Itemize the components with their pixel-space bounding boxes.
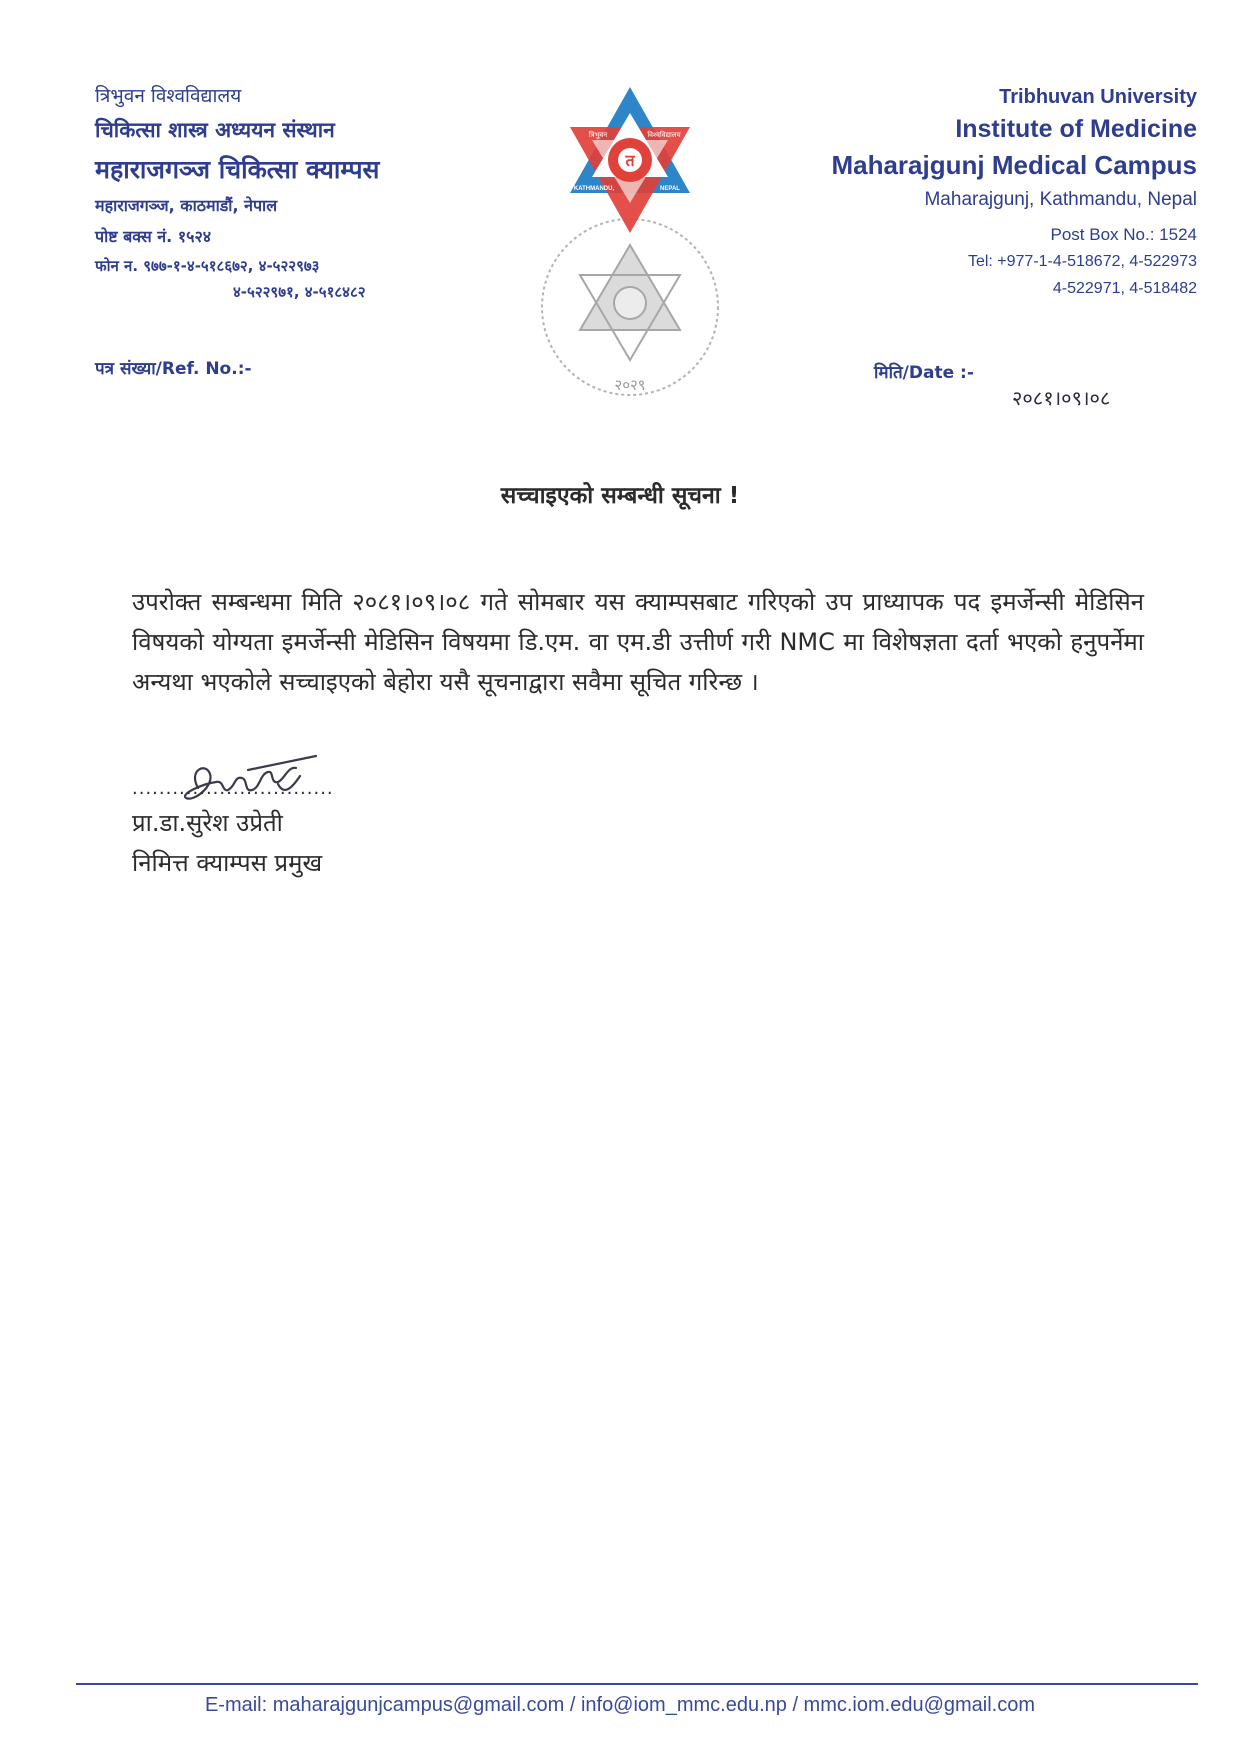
emblem-bottom-left: KATHMANDU, (573, 186, 615, 192)
phone-nepali-line1: फोन न. ९७७-१-४-५१८६७२, ४-५२२९७३ (95, 257, 320, 275)
address: Maharajgunj, Kathmandu, Nepal (924, 189, 1197, 210)
notice-heading: सच्चाइएको सम्बन्धी सूचना ! (500, 483, 740, 509)
phone-line2: 4-522971, 4-518482 (1052, 280, 1197, 297)
seal-stamp (542, 219, 718, 395)
campus-name: Maharajgunj Medical Campus (831, 150, 1197, 180)
letterhead-english (831, 86, 1197, 298)
signature-line: .............................. (132, 778, 334, 799)
reference-number-label: पत्र संख्या/Ref. No.:- (95, 359, 252, 379)
footer-divider (76, 1683, 1198, 1685)
emblem-top-right: विश्वविद्यालय (647, 131, 681, 139)
post-box: Post Box No.: 1524 (1050, 225, 1197, 244)
institute-name: Institute of Medicine (955, 115, 1197, 143)
university-name-nepali: त्रिभुवन विश्वविद्यालय (95, 85, 242, 107)
institute-name-nepali: चिकित्सा शास्त्र अध्ययन संस्थान (95, 118, 335, 142)
address-nepali: महाराजगञ्ज, काठमाडौं, नेपाल (95, 196, 278, 215)
signer-name: प्रा.डा.सुरेश उप्रेती (132, 809, 283, 837)
emblem-bottom-right: NEPAL (660, 186, 680, 192)
letterhead-nepali (95, 82, 379, 302)
phone-line1: Tel: +977-1-4-518672, 4-522973 (967, 253, 1197, 270)
university-emblem (570, 87, 690, 233)
date-value: २०८१।०९।०८ (1012, 386, 1111, 410)
institute-logo (530, 85, 730, 440)
seal-year: २०२९ (614, 376, 646, 394)
signer-title: निमित्त क्याम्पस प्रमुख (132, 849, 323, 877)
campus-name-nepali: महाराजगञ्ज चिकित्सा क्याम्पस (95, 155, 380, 184)
letterhead (0, 0, 1240, 440)
notice-body: उपरोक्त सम्बन्धमा मिति २०८१।०९।०८ गते सोमबार यस क्याम्पसबाट गरिएको उप प्राध्यापक पद इमर्जेन्सी मेडिसिन विषयको योग्यता इमर्जेन्सी मेडिसिन विषयमा डि.एम. वा एम.डी उत्तीर्ण गरी NMC मा विशेषज्ञता दर्ता भएको हनुपर्नेमा अन्यथा भएकोले सच्चाइएको बेहोरा यसै सूचनाद्वारा सवैमा सूचित गरिन्छ । (132, 588, 1144, 696)
date-label: मिति/Date :- (874, 363, 974, 383)
post-box-nepali: पोष्ट बक्स नं. १५२४ (95, 227, 212, 246)
emblem-top-left: त्रिभुवन (588, 131, 608, 139)
university-name: Tribhuvan University (999, 86, 1197, 108)
svg-text:त: त (625, 151, 635, 170)
phone-nepali-line2: ४-५२२९७१, ४-५१८४८२ (233, 283, 366, 301)
footer-email: E-mail: maharajgunjcampus@gmail.com / info@iom_mmc.edu.np / mmc.iom.edu@gmail.com (204, 1694, 1036, 1716)
